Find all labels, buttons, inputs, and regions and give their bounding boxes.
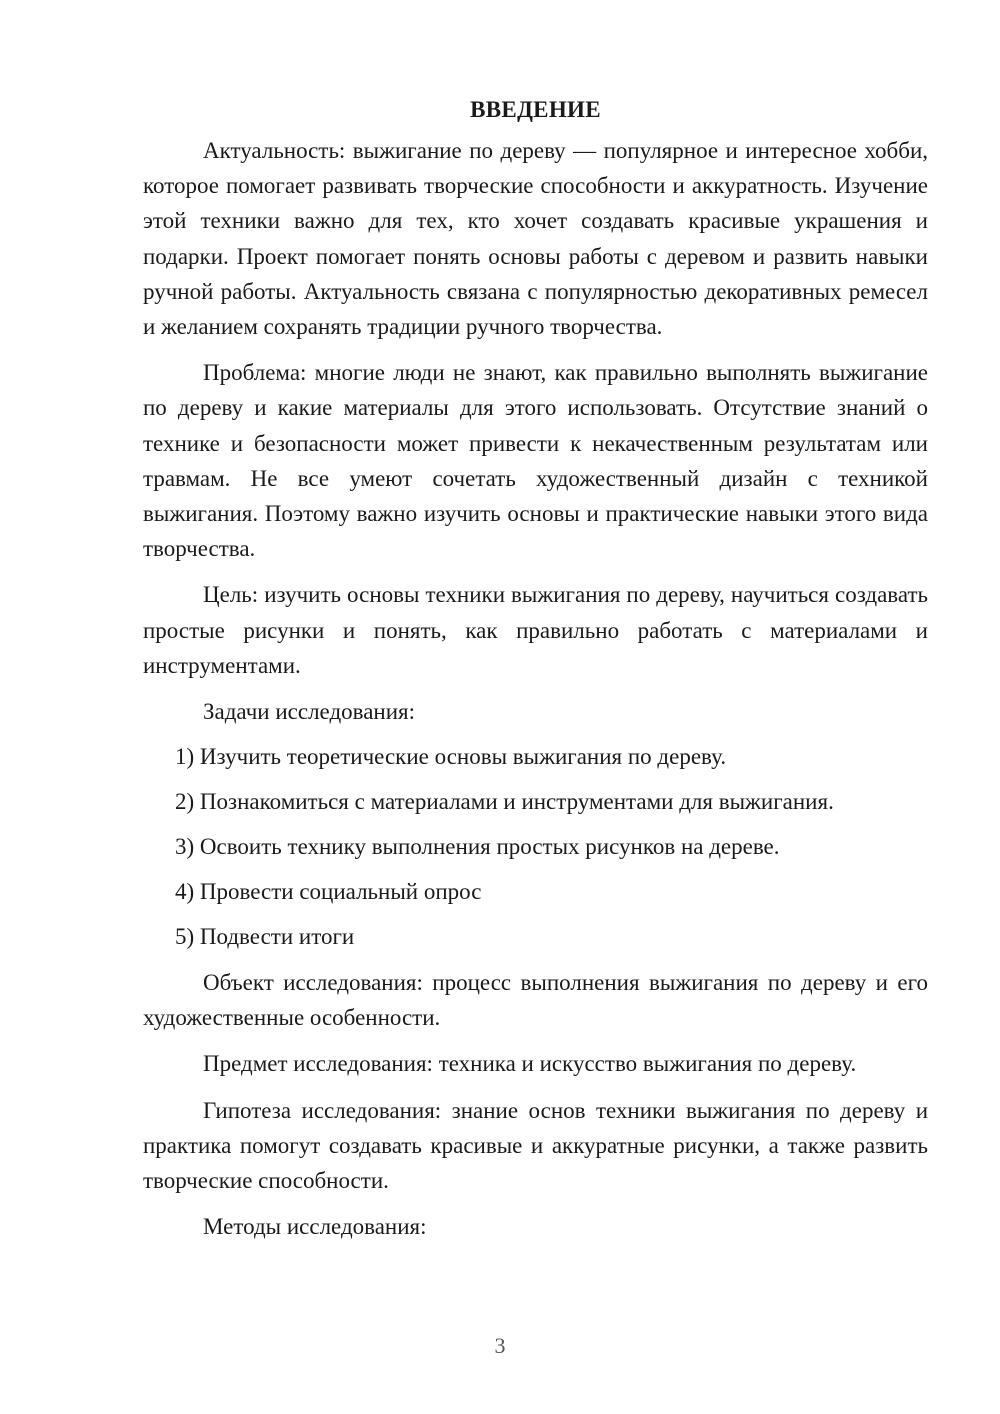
object-paragraph: Объект исследования: процесс выполнения выжигания по дереву и его художественные особенности. (143, 970, 928, 1031)
hypothesis-paragraph: Гипотеза исследования: знание основ техники выжигания по дереву и практика помогут создавать красивые и аккуратные рисунки, а также развить творческие способности. (143, 1097, 928, 1194)
list-item: 4) Провести социальный опрос (175, 879, 482, 905)
section-heading: ВВЕДЕНИЕ (470, 97, 601, 122)
list-item: 5) Подвести итоги (175, 924, 355, 950)
problem-paragraph: Проблема: многие люди не знают, как правильно выполнять выжигание по дереву и какие материалы для этого использовать. Отсутствие знаний о технике и безопасности может привести к некачественным результатам или травмам. Не все умеют сочетать художественный дизайн с техникой выжигания. Поэтому важно изучить основы и практические навыки этого вида творчества. (143, 360, 928, 562)
subject-paragraph: Предмет исследования: техника и искусство выжигания по дереву. (203, 1051, 857, 1077)
list-item: 3) Освоить технику выполнения простых рисунков на дереве. (175, 834, 780, 860)
page-number: 3 (494, 1333, 506, 1358)
document-page (143, 92, 928, 1254)
tasks-title: Задачи исследования: (203, 699, 416, 725)
methods-title: Методы исследования: (203, 1214, 427, 1240)
relevance-paragraph: Актуальность: выжигание по дереву — популярное и интересное хобби, которое помогает развивать творческие способности и аккуратность. Изучение этой техники важно для тех, кто хочет создавать красивые украшения и подарки. Проект помогает понять основы работы с деревом и развить навыки ручной работы. Актуальность связана с популярностью декоративных ремесел и желанием сохранять традиции ручного творчества. (143, 138, 928, 340)
list-item: 2) Познакомиться с материалами и инструментами для выжигания. (175, 789, 834, 815)
tasks-list (143, 739, 928, 954)
goal-paragraph: Цель: изучить основы техники выжигания по дереву, научиться создавать простые рисунки и понять, как правильно работать с материалами и инструментами. (143, 582, 928, 678)
list-item: 1) Изучить теоретические основы выжигания по дереву. (175, 744, 727, 770)
